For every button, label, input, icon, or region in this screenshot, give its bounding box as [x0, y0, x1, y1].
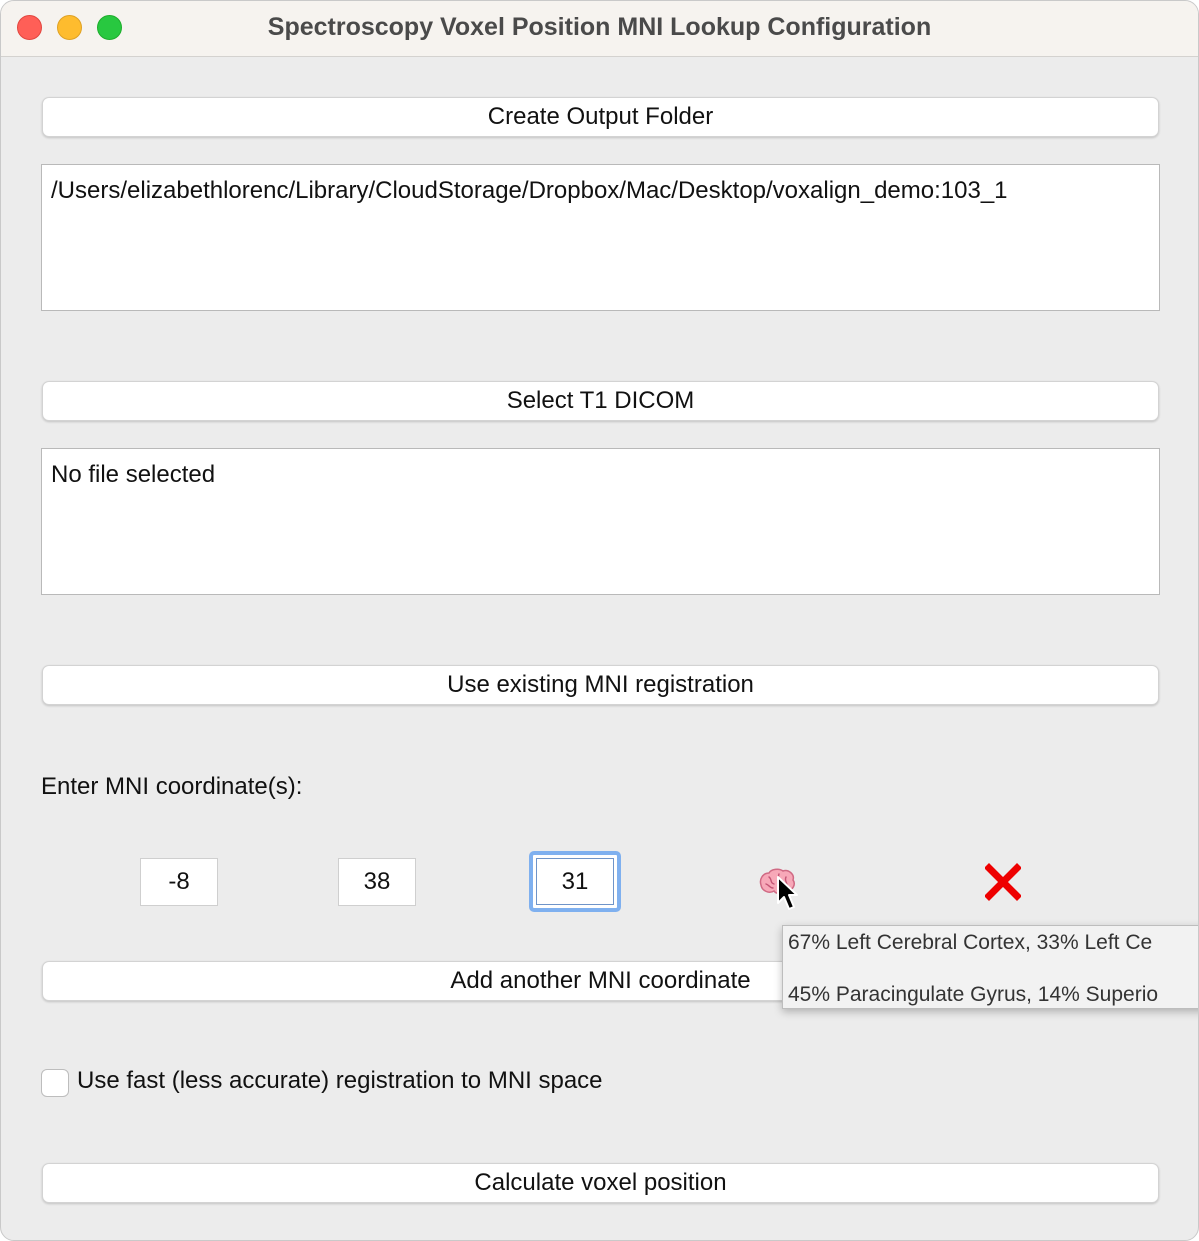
t1-file-field[interactable]: No file selected	[41, 448, 1160, 595]
tooltip-line: 45% Paracingulate Gyrus, 14% Superio	[788, 983, 1159, 1006]
title-bar	[1, 1, 1198, 57]
fast-registration-checkbox[interactable]	[41, 1069, 69, 1097]
window-title: Spectroscopy Voxel Position MNI Lookup Configuration	[267, 13, 932, 41]
calculate-voxel-position-button[interactable]: Calculate voxel position	[42, 1163, 1159, 1203]
output-folder-path-field[interactable]: /Users/elizabethlorenc/Library/CloudStorage/Dropbox/Mac/Desktop/voxalign_demo:103_1	[41, 164, 1160, 311]
select-t1-dicom-button[interactable]: Select T1 DICOM	[42, 381, 1159, 421]
mni-z-input-value[interactable]: 31	[536, 858, 614, 905]
lookup-result-tooltip	[782, 925, 1199, 1009]
add-mni-coordinate-button[interactable]: Add another MNI coordinate	[42, 961, 1159, 1001]
use-existing-mni-registration-button[interactable]: Use existing MNI registration	[42, 665, 1159, 705]
mni-z-input[interactable]	[529, 851, 621, 912]
mni-x-input[interactable]: -8	[140, 858, 218, 906]
tooltip-line: 67% Left Cerebral Cortex, 33% Left Ce	[788, 931, 1153, 954]
mouse-pointer-icon	[776, 875, 800, 913]
mni-y-input[interactable]: 38	[338, 858, 416, 906]
red-x-icon[interactable]	[985, 863, 1021, 901]
fast-registration-label[interactable]: Use fast (less accurate) registration to MNI space	[77, 1067, 603, 1094]
mni-coordinates-label: Enter MNI coordinate(s):	[41, 773, 303, 800]
create-output-folder-button[interactable]: Create Output Folder	[42, 97, 1159, 137]
